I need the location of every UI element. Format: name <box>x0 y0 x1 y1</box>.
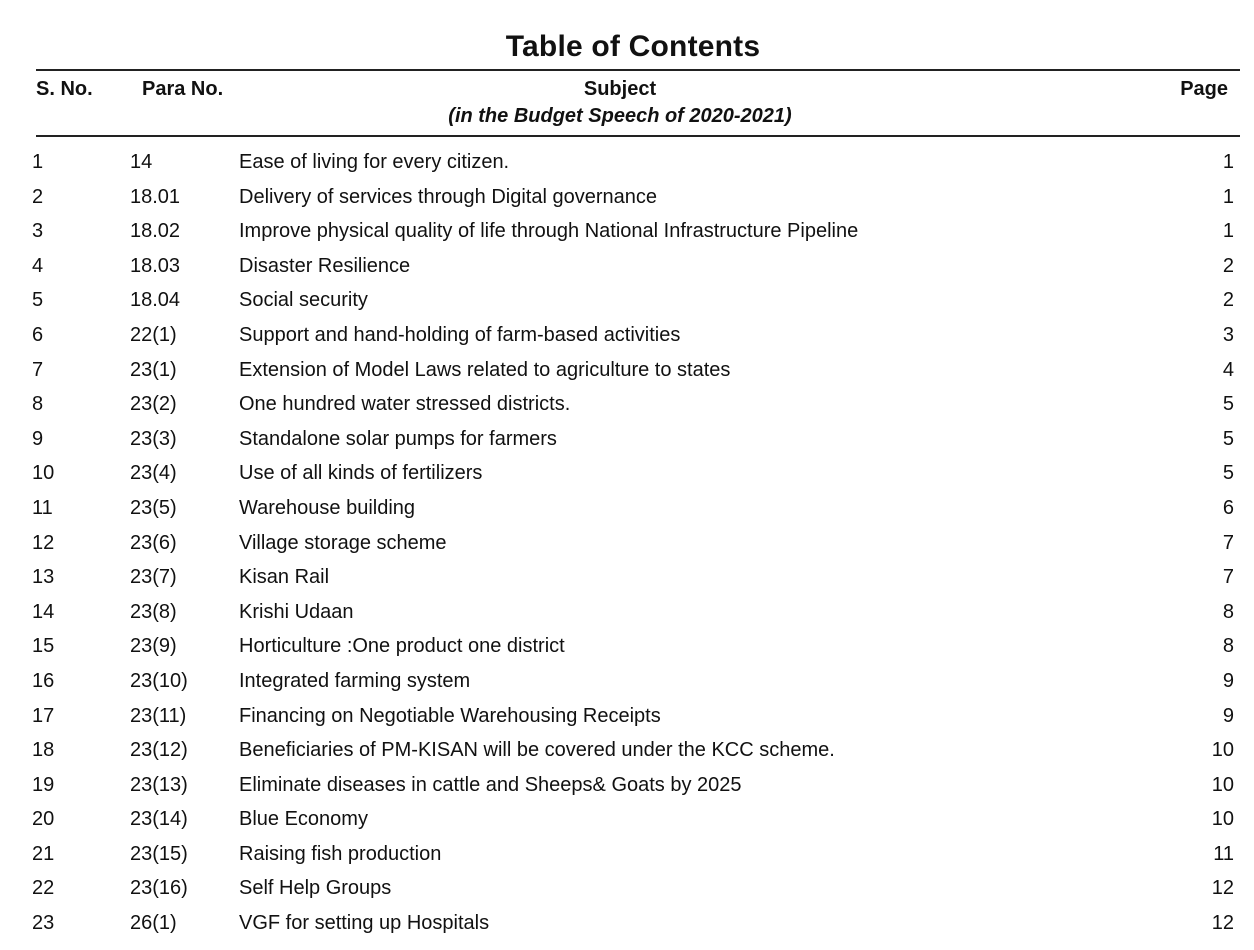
row-subject: Krishi Udaan <box>239 600 354 623</box>
table-row <box>0 422 1254 457</box>
row-para-no: 23(9) <box>130 635 177 658</box>
table-row <box>0 837 1254 872</box>
row-page: 6 <box>1222 496 1234 519</box>
row-sno: 6 <box>32 323 44 346</box>
row-page: 9 <box>1222 704 1234 727</box>
contents-table-body <box>0 145 1254 941</box>
row-sno: 7 <box>32 358 44 381</box>
row-para-no: 23(14) <box>130 808 188 831</box>
row-para-no: 23(10) <box>130 669 188 692</box>
table-row <box>0 180 1254 215</box>
table-row <box>0 906 1254 941</box>
row-page: 9 <box>1222 669 1234 692</box>
table-row <box>0 629 1254 664</box>
table-row <box>0 318 1254 353</box>
table-row <box>0 491 1254 526</box>
row-subject: Standalone solar pumps for farmers <box>239 427 557 450</box>
row-para-no: 18.03 <box>130 254 181 277</box>
row-sno: 2 <box>32 185 44 208</box>
row-para-no: 23(11) <box>130 704 187 727</box>
row-page: 7 <box>1222 566 1234 589</box>
column-header-subject: Subject <box>583 78 657 100</box>
table-row <box>0 387 1254 422</box>
row-subject: Kisan Rail <box>239 566 330 589</box>
row-subject: Disaster Resilience <box>239 254 411 277</box>
row-sno: 3 <box>32 220 44 243</box>
row-page: 5 <box>1222 427 1234 450</box>
row-para-no: 22(1) <box>130 323 177 346</box>
row-sno: 8 <box>32 393 44 416</box>
row-subject: Improve physical quality of life through National Infrastructure Pipeline <box>239 220 859 243</box>
table-row <box>0 871 1254 906</box>
row-para-no: 23(5) <box>130 496 177 519</box>
table-row <box>0 145 1254 180</box>
table-row <box>0 353 1254 388</box>
row-sno: 18 <box>32 739 55 762</box>
row-para-no: 23(15) <box>130 842 188 865</box>
row-page: 12 <box>1211 912 1234 935</box>
row-subject: Blue Economy <box>239 808 368 831</box>
row-sno: 1 <box>32 151 44 173</box>
row-subject: Village storage scheme <box>239 531 447 554</box>
row-para-no: 14 <box>130 151 153 173</box>
row-page: 5 <box>1222 462 1234 485</box>
table-row <box>0 733 1254 768</box>
row-para-no: 23(3) <box>130 427 177 450</box>
row-subject: Beneficiaries of PM-KISAN will be covered under the KCC scheme. <box>239 739 835 762</box>
row-page: 1 <box>1222 220 1234 243</box>
row-subject: Eliminate diseases in cattle and Sheeps& Goats by 2025 <box>239 773 742 796</box>
row-sno: 20 <box>32 808 55 831</box>
row-page: 4 <box>1222 358 1234 381</box>
row-para-no: 23(13) <box>130 773 188 796</box>
row-sno: 23 <box>32 912 55 935</box>
row-page: 2 <box>1222 254 1234 277</box>
row-page: 12 <box>1211 877 1234 900</box>
row-subject: Financing on Negotiable Warehousing Receipts <box>239 704 661 727</box>
column-header-sno: S. No. <box>36 78 93 100</box>
row-para-no: 23(6) <box>130 531 177 554</box>
row-subject: Self Help Groups <box>239 877 392 900</box>
row-subject: Social security <box>239 289 368 312</box>
row-sno: 9 <box>32 427 44 450</box>
row-sno: 17 <box>32 704 55 727</box>
table-row <box>0 526 1254 561</box>
row-sno: 15 <box>32 635 55 658</box>
row-para-no: 18.02 <box>130 220 181 243</box>
column-header-subject-note: (in the Budget Speech of 2020-2021) <box>448 105 792 127</box>
row-sno: 16 <box>32 669 55 692</box>
row-sno: 12 <box>32 531 55 554</box>
row-subject: Delivery of services through Digital governance <box>239 185 657 208</box>
row-page: 11 <box>1213 842 1234 865</box>
row-sno: 14 <box>32 600 55 623</box>
document-title: Table of Contents <box>505 30 761 63</box>
table-row <box>0 802 1254 837</box>
row-sno: 22 <box>32 877 55 900</box>
row-page: 10 <box>1211 808 1234 831</box>
row-para-no: 26(1) <box>130 912 177 935</box>
row-sno: 4 <box>32 254 44 277</box>
row-page: 1 <box>1222 151 1234 173</box>
table-row <box>0 214 1254 249</box>
table-row <box>0 768 1254 803</box>
table-row <box>0 456 1254 491</box>
row-subject: Use of all kinds of fertilizers <box>239 462 483 485</box>
row-page: 7 <box>1222 531 1234 554</box>
row-subject: Horticulture :One product one district <box>239 635 565 658</box>
row-page: 8 <box>1222 600 1234 623</box>
table-row <box>0 283 1254 318</box>
row-subject: Raising fish production <box>239 842 442 865</box>
row-subject: Integrated farming system <box>239 669 471 692</box>
row-page: 8 <box>1222 635 1234 658</box>
table-row <box>0 595 1254 630</box>
row-page: 10 <box>1211 739 1234 762</box>
row-page: 5 <box>1222 393 1234 416</box>
row-sno: 13 <box>32 566 55 589</box>
row-subject: Support and hand-holding of farm-based activities <box>239 323 681 346</box>
row-para-no: 18.01 <box>130 185 181 208</box>
row-page: 1 <box>1222 185 1234 208</box>
table-row <box>0 249 1254 284</box>
row-para-no: 23(2) <box>130 393 177 416</box>
row-page: 2 <box>1222 289 1234 312</box>
row-subject: VGF for setting up Hospitals <box>239 912 490 935</box>
row-para-no: 23(4) <box>130 462 177 485</box>
row-subject: Ease of living for every citizen. <box>239 151 510 173</box>
table-row <box>0 560 1254 595</box>
row-page: 10 <box>1211 773 1234 796</box>
row-sno: 21 <box>32 842 55 865</box>
row-page: 3 <box>1222 323 1234 346</box>
table-row <box>0 664 1254 699</box>
column-header-para: Para No. <box>142 78 224 100</box>
row-para-no: 23(1) <box>130 358 177 381</box>
row-para-no: 23(8) <box>130 600 177 623</box>
row-sno: 11 <box>32 496 53 519</box>
row-para-no: 23(12) <box>130 739 188 762</box>
column-header-page: Page <box>1180 78 1228 100</box>
row-para-no: 18.04 <box>130 289 181 312</box>
row-sno: 5 <box>32 289 44 312</box>
row-subject: One hundred water stressed districts. <box>239 393 571 416</box>
row-sno: 19 <box>32 773 55 796</box>
header-top-rule <box>36 69 1240 71</box>
row-para-no: 23(16) <box>130 877 188 900</box>
row-subject: Extension of Model Laws related to agriculture to states <box>239 358 731 381</box>
table-row <box>0 699 1254 734</box>
row-subject: Warehouse building <box>239 496 416 519</box>
header-bottom-rule <box>36 135 1240 137</box>
row-para-no: 23(7) <box>130 566 177 589</box>
row-sno: 10 <box>32 462 55 485</box>
